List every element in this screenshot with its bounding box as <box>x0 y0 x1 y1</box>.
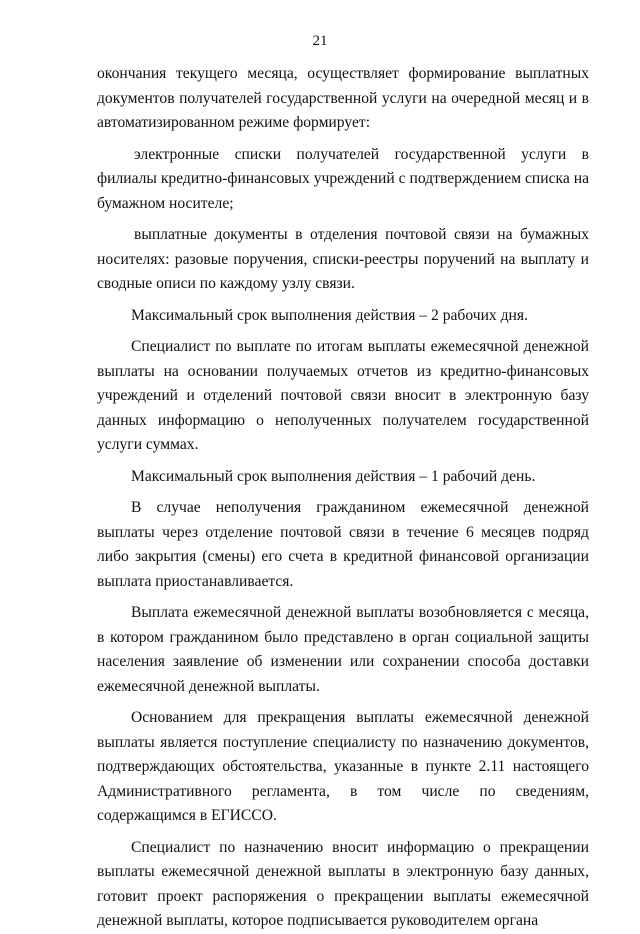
paragraph-resumption: Выплата ежемесячной денежной выплаты возобновляется с месяца, в котором гражданином было представлено в орган социальной защиты населения заявление об изменении или сохранении способа доставки ежемесячной денежной выплаты. <box>97 604 589 695</box>
paragraph-electronic-lists: электронные списки получателей государственной услуги в филиалы кредитно-финансовых учреждений с подтверждением списка на бумажном носителе; <box>97 145 589 212</box>
paragraph-deadline-2-days: Максимальный срок выполнения действия – 2 рабочих дня. <box>131 306 528 324</box>
paragraph-termination-grounds: Основанием для прекращения выплаты ежемесячной денежной выплаты является поступление специалисту по назначению документов, подтверждающих обстоятельства, указанные в пункте 2.11 настоящего Административного регламента, в том числе по сведениям, содержащимся в ЕГИССО. <box>97 709 589 824</box>
paragraph-continuation: окончания текущего месяца, осуществляет формирование выплатных документов получателей государственной услуги на очередной месяц и в автоматизированном режиме формирует: <box>97 65 589 131</box>
page-number: 21 <box>312 33 328 49</box>
document-body <box>97 62 589 934</box>
paragraph-suspension: В случае неполучения гражданином ежемесячной денежной выплаты через отделение почтовой связи в течение 6 месяцев подряд либо закрытия (смены) его счета в кредитной финансовой организации выплата приостанавливается. <box>97 499 589 590</box>
paragraph-termination-order: Специалист по назначению вносит информацию о прекращении выплаты ежемесячной денежной выплаты в электронную базу данных, готовит проект распоряжения о прекращении выплаты ежемесячной денежной выплаты, которое подписывается руководителем органа <box>97 838 589 929</box>
paragraph-payment-documents: выплатные документы в отделения почтовой связи на бумажных носителях: разовые поручения, списки-реестры поручений на выплату и сводные описи по каждому узлу связи. <box>97 226 589 292</box>
paragraph-payment-specialist: Специалист по выплате по итогам выплаты ежемесячной денежной выплаты на основании получаемых отчетов из кредитно-финансовых учреждений и отделений почтовой связи вносит в электронную базу данных информацию о неполученных получателем государственной услуги суммах. <box>97 338 589 453</box>
paragraph-deadline-1-day: Максимальный срок выполнения действия – 1 рабочий день. <box>131 467 536 485</box>
